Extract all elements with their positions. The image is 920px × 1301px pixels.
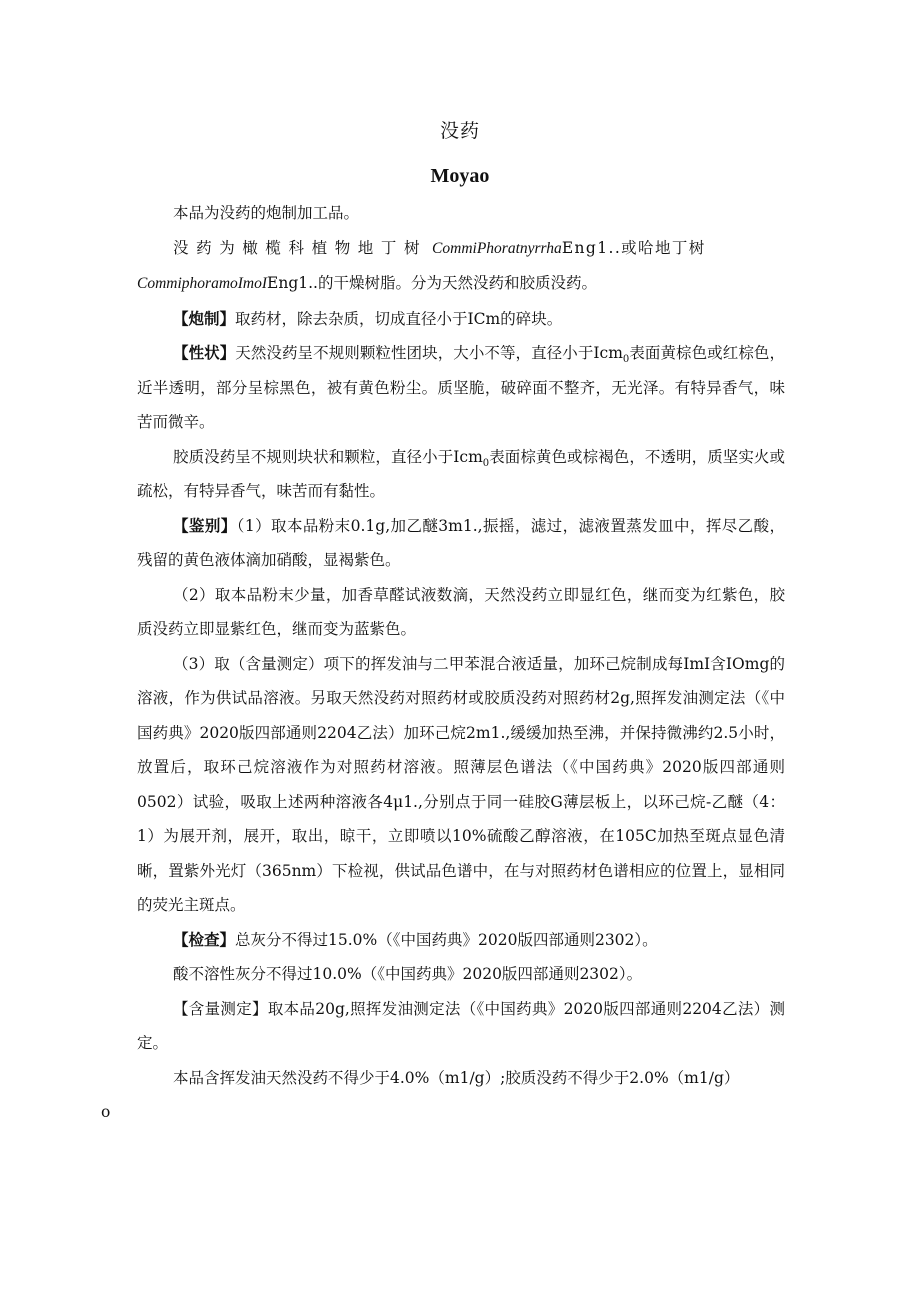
- page-title: 没药: [439, 120, 480, 142]
- xingzhuang-paragraph: [137, 336, 785, 440]
- hanliang-text-2: 本品含挥发油天然没药不得少于4.0%（m1∕g）;胶质没药不得少于2.0%（m1∕g）: [173, 1068, 740, 1087]
- page-subtitle: Moyao: [430, 165, 490, 187]
- source-paragraph: [137, 231, 785, 302]
- jiaozhi-text-2: 表面棕黄色或棕褐色，不透明，质坚实火或疏松，有特异香气，味苦而有黏性。: [137, 447, 785, 500]
- jianbie-item-1: （1）取本品粉末0.1g,加乙醚3m1.,振摇，滤过，滤液置蒸发皿中，挥尽乙酸，残留的黄色液体滴加硝酸，显褐紫色。: [137, 516, 785, 569]
- xingzhuang-label: 【性状】: [173, 344, 236, 362]
- jiancha-paragraph-2: 酸不溶性灰分不得过10.0%（《中国药典》2020版四部通则2302）。: [173, 965, 643, 983]
- paozhi-text: 取药材，除去杂质，切成直径小于ICm的碎块。: [235, 309, 563, 328]
- hanliang-tail: o: [101, 1103, 111, 1121]
- jiaozhi-subscript: 0: [482, 457, 490, 469]
- hanliang-text: 取本品20g,照挥发油测定法（《中国药典》2020版四部通则2204乙法）测定。: [137, 999, 785, 1052]
- source-text-1: 没药为橄榄科植物地丁树: [173, 238, 428, 257]
- source-text-2: Eng1..或哈地丁树: [561, 238, 706, 257]
- source-latin-1: CommiPhoratnyrrha: [432, 239, 562, 257]
- xingzhuang-subscript: 0: [622, 354, 630, 366]
- jiancha-paragraph: [137, 923, 785, 958]
- jianbie-paragraph-1: [137, 509, 785, 578]
- jiancha-label: 【检查】: [173, 930, 236, 949]
- jianbie-paragraph-3: （3）取（含量测定）项下的挥发油与二甲苯混合液适量，加环己烷制成每ImI含IOmg的溶液，作为供试品溶液。另取天然没药对照药材或胶质没药对照药材2g,照挥发油测定法（《中国药典》2020版四部通则2204乙法）加环己烷2m1.,缓缓加热至沸，并保持微沸约2.5小时，放置后，取环己烷溶液作为对照药材溶液。照薄层色谱法（《中国药典》2020版四部通则0502）试验，吸取上述两种溶液各4μ1.,分别点于同一硅胶G薄层板上，以环己烷-乙醚（4：1）为展开剂，展开，取出，晾干，立即喷以10%硫酸乙醇溶液，在105C加热至斑点显色清晰，置紫外光灯（365nm）下检视，供试品色谱中，在与对照药材色谱相应的位置上，显相同的荧光主斑点。: [137, 654, 785, 914]
- jiaozhi-text-1: 胶质没药呈不规则块状和颗粒，直径小于Icm: [173, 447, 483, 466]
- document-body: [101, 196, 785, 1130]
- xingzhuang-text-1: 天然没药呈不规则颗粒性团块，大小不等，直径小于Icm: [235, 344, 623, 362]
- hanliang-paragraph-2: [101, 1061, 785, 1130]
- jianbie-paragraph-2: （2）取本品粉末少量，加香草醛试液数滴，天然没药立即显红色，继而变为红紫色，胶质没药立即显紫红色，继而变为蓝紫色。: [137, 585, 785, 638]
- jiaozhi-paragraph: [137, 440, 785, 509]
- paozhi-paragraph: [137, 302, 785, 337]
- intro-paragraph: 本品为没药的炮制加工品。: [173, 204, 360, 222]
- hanliang-label: 【含量测定】: [173, 999, 268, 1018]
- source-latin-2: CommiphoramoImoI: [137, 275, 268, 292]
- paozhi-label: 【炮制】: [173, 309, 236, 328]
- hanliang-paragraph: [137, 992, 785, 1061]
- source-text-3: Eng1..的干燥树脂。分为天然没药和胶质没药。: [267, 274, 597, 292]
- xingzhuang-text-2: 表面黄棕色或红棕色，近半透明，部分呈棕黑色，被有黄色粉尘。质坚脆，破碎面不整齐，无光泽。有特异香气，味苦而微辛。: [137, 344, 785, 431]
- jianbie-label: 【鉴别】: [173, 516, 237, 535]
- jiancha-text: 总灰分不得过15.0%（《中国药典》2020版四部通则2302）。: [235, 930, 658, 949]
